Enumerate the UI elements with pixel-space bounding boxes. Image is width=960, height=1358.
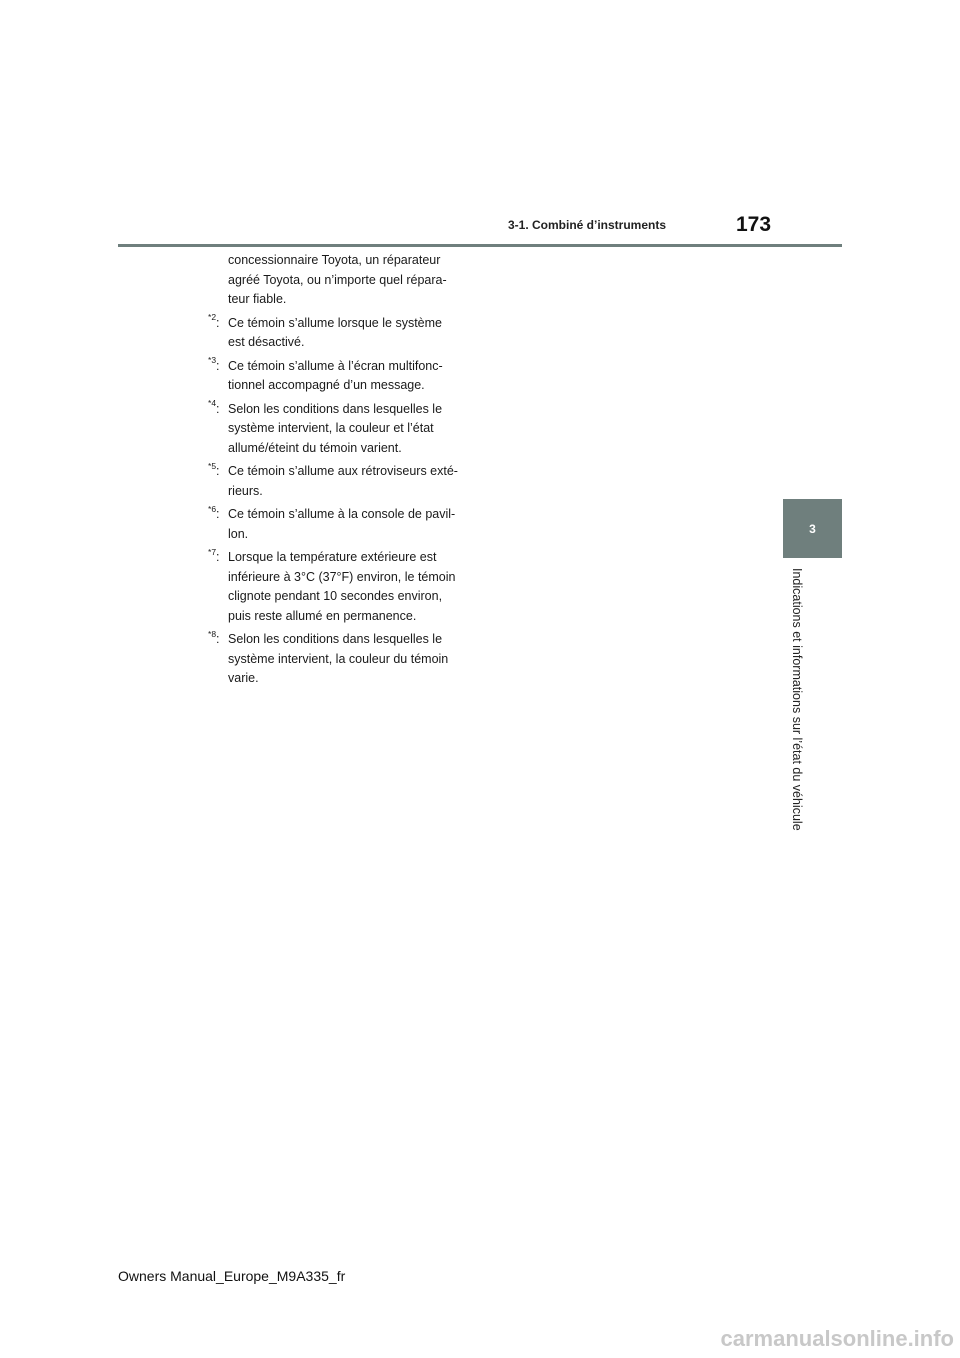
footnote-marker: $^{*6}$: (208, 503, 220, 521)
note-line: allumé/éteint du témoin varient. (228, 440, 402, 455)
footnote-6 (208, 505, 470, 544)
chapter-title-wrap (786, 568, 808, 868)
chapter-title: Indications et informations sur l’état du véhicule (790, 568, 804, 831)
header-rule (118, 244, 842, 247)
note-line: tionnel accompagné d’un message. (228, 378, 425, 392)
footnote-8 (208, 630, 470, 689)
footnote-7 (208, 548, 470, 626)
page-number: 173 (736, 213, 772, 236)
note-line: Ce témoin s’allume à l’écran multifonc- (228, 358, 443, 373)
note-line: Ce témoin s’allume aux rétroviseurs exté- (228, 464, 458, 478)
note-line: système intervient, la couleur du témoin (228, 651, 449, 666)
watermark: carmanualsonline.info (720, 1326, 954, 1351)
intro-line: concessionnaire Toyota, un réparateur (228, 253, 441, 267)
footnote-4 (208, 400, 470, 459)
intro-line: teur fiable. (228, 292, 287, 306)
footnote-marker: $^{*7}$: (208, 546, 220, 564)
note-line: lon. (228, 526, 249, 541)
footnote-marker: $^{*8}$: (208, 628, 220, 646)
footnote-3 (208, 357, 470, 396)
note-line: Selon les conditions dans lesquelles le (228, 401, 443, 416)
note-line: clignote pendant 10 secondes environ, (228, 589, 443, 603)
intro-paragraph (208, 251, 470, 310)
note-line: rieurs. (228, 483, 263, 498)
note-line: Lorsque la température extérieure est (228, 550, 437, 564)
footnote-marker: $^{*5}$: (208, 460, 220, 478)
chapter-tab (783, 499, 842, 558)
note-line: système intervient, la couleur et l’état (228, 421, 434, 435)
note-line: Selon les conditions dans lesquelles le (228, 632, 443, 646)
footnote-marker: $^{*2}$: (208, 312, 220, 330)
header-section-title: 3-1. Combiné d’instruments (508, 218, 667, 232)
intro-line: agréé Toyota, ou n’importe quel répara- (228, 272, 447, 287)
footnote-2 (208, 314, 470, 353)
footnote-marker: $^{*3}$: (208, 355, 220, 373)
note-line: inférieure à 3°C (37°F) environ, le témoin (228, 569, 456, 584)
content (208, 251, 470, 689)
note-line: Ce témoin s’allume lorsque le système (228, 315, 442, 330)
note-line: Ce témoin s’allume à la console de pavil- (228, 507, 456, 521)
footnote-5 (208, 462, 470, 501)
note-line: est désactivé. (228, 335, 305, 349)
footer-document-id: Owners Manual_Europe_M9A335_fr (118, 1268, 346, 1284)
note-line: varie. (228, 671, 259, 685)
chapter-number: 3 (809, 521, 816, 536)
footnote-marker: $^{*4}$: (208, 398, 220, 416)
note-line: puis reste allumé en permanence. (228, 608, 417, 623)
